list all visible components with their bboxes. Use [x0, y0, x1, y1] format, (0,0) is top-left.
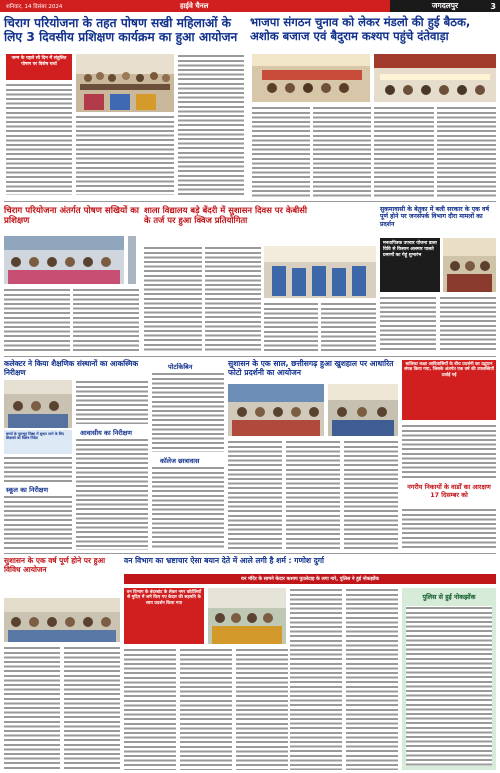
story2-col1 — [252, 106, 310, 198]
story10-col5 — [346, 588, 398, 770]
story10-side-title: पुलिस से हुई नोकझोंक — [422, 593, 476, 601]
story10-side-text — [406, 606, 492, 766]
story10-col1 — [124, 648, 176, 770]
brand-name: हाईवे चैनल — [180, 1, 209, 10]
divider — [4, 553, 496, 554]
story6-col3 — [152, 372, 224, 452]
story5-photo — [443, 238, 496, 292]
story9-col2 — [64, 646, 120, 770]
issue-date: शनिवार, 14 दिसंबर 2024 — [6, 4, 63, 10]
story2-col2 — [313, 106, 371, 198]
city-edition: जगदलपुर — [390, 0, 500, 12]
story5-headline: सुकमावासी के बेतुका में बली सरकार के एक वर्ष पूर्ण होने पर जनसंपर्क विभाग दौरा मामलों का प्रदर्शन — [380, 206, 490, 228]
story7-headline: सुशासन के एक साल, छत्तीसगढ़ हुआ खुशहाल पर आधारित फोटो प्रदर्शनी का आयोजन — [228, 359, 394, 377]
page-number: 3 — [490, 1, 496, 11]
story2-col3 — [374, 106, 434, 198]
story1-col3 — [178, 54, 244, 195]
story6-bullet: बच्चों के मूलभूत शिक्षा में सुधार लाने के लिए शिक्षकों को विशेष निर्देश — [6, 432, 65, 441]
story8-headline: नगरीय निकायों के वार्डों का आरक्षण 17 दिसम्बर को — [407, 483, 491, 499]
story6-col1b — [4, 495, 72, 550]
story6-col1 — [4, 456, 72, 484]
story4-photo — [264, 246, 376, 298]
story7-col2 — [286, 440, 340, 550]
story4-headline: शाला विद्यालय बड़े बेंदरी में सुशासन दिवस पर केबीसी के तर्ज पर हुआ क्विज प्रतियोगिता — [144, 205, 308, 225]
story3-photo — [4, 236, 124, 284]
story3-col2 — [73, 288, 139, 352]
story5-col2 — [440, 296, 496, 352]
story6-sub-hostel: आवासीय का निरीक्षण — [80, 429, 132, 437]
story6-sub-school: स्कूल का निरीक्षण — [6, 486, 49, 494]
story10-photo — [208, 588, 286, 644]
story2-photo-left — [252, 54, 370, 102]
story7-col3 — [344, 440, 398, 550]
story3-col1 — [4, 288, 70, 352]
story4-col1 — [144, 246, 202, 352]
story2-col4 — [437, 106, 496, 198]
story4-col4 — [321, 302, 376, 352]
story9-col1 — [4, 646, 60, 770]
story6-sub-portacabin: पोर्टाकेबिन — [168, 363, 193, 371]
story7-photo2 — [328, 384, 398, 436]
story6-col3b — [152, 466, 224, 550]
story10-col3 — [236, 648, 288, 770]
story10-banner: वन मंदिर के सामने केदार कश्यप पुतलेदाह के लगा नारे, पुलिस ने हुई नोकझोंक — [124, 574, 496, 584]
story2-headline: भाजपा संगठन चुनाव को लेकर मंडलो की हुई बैठक, अशोक बजाज एवं बैदुराम कश्यप पहुंचे दंतेवाड़ा — [250, 15, 471, 43]
story1-highlight-box: जन्म के पहले सौ दिन में संतुलित पोषण पर विशेष चर्चा — [6, 54, 72, 80]
story9-headline: सुशासन के एक वर्ष पूर्ण होने पर हुआ विविध आयोजन — [4, 556, 106, 574]
story1-col1 — [6, 83, 72, 195]
story6-col2 — [76, 380, 148, 424]
story5-box: मनतापित्रक उपचार योजना डाला विधि से किसान अलमार पालते प्रमाणों का गेहूं शुभारंभ — [380, 238, 440, 292]
story9-photo — [4, 598, 120, 642]
story1-headline: चिराग परियोजना के तहत पोषण सखी महिलाओं के लिए 3 दिवसीय प्रशिक्षण कार्यक्रम का हुआ आयोजन — [4, 16, 238, 45]
story10-headline: वन विभाग का भ्रष्टाचार ऐसा बयान देते में आले लगी है शर्म : गणोश दुर्गा — [124, 556, 325, 565]
story2-photo-right — [374, 54, 496, 102]
story7-photo1 — [228, 384, 324, 436]
story4-col3 — [264, 302, 318, 352]
story7-col4 — [402, 424, 496, 480]
story4-col2 — [205, 246, 261, 352]
story6-photo — [4, 380, 72, 428]
masthead — [0, 0, 500, 12]
divider — [4, 201, 496, 202]
story6-headline: कलेक्टर ने किया शैक्षणिक संस्थानों का आकस्मिक निरीक्षण — [4, 359, 139, 377]
story6-col2b — [76, 438, 148, 550]
story6-sub-college: कॉलेज छात्रावास — [160, 457, 200, 465]
story10-col4 — [290, 588, 342, 770]
story3-photo2 — [128, 236, 136, 284]
story1-photo — [76, 54, 174, 112]
story7-box: बालिका कक्षा आदिवासियों के बीच प्रदर्शनी का उद्घाटन संपन्न किया गया, जिसके अंतर्गत एक वर्ष की उपलब्धियों दर्शाई गईं — [402, 360, 496, 420]
story3-headline: चिराग परियोजना अंतर्गत पोषण सखियों का प्रशिक्षण — [4, 206, 140, 227]
story8-col — [402, 508, 496, 550]
story1-col2 — [76, 115, 174, 195]
story5-col1 — [380, 296, 436, 352]
story10-box: वन विभाग के बंदरबांट के लेकर नगर कोर्टलियों से मुदिए में जमे किए गए केदार की सहमति के साथ प्रदर्शन किया गया — [124, 588, 204, 644]
divider — [4, 356, 496, 357]
story10-col2 — [180, 648, 232, 770]
story7-col1 — [228, 440, 282, 550]
